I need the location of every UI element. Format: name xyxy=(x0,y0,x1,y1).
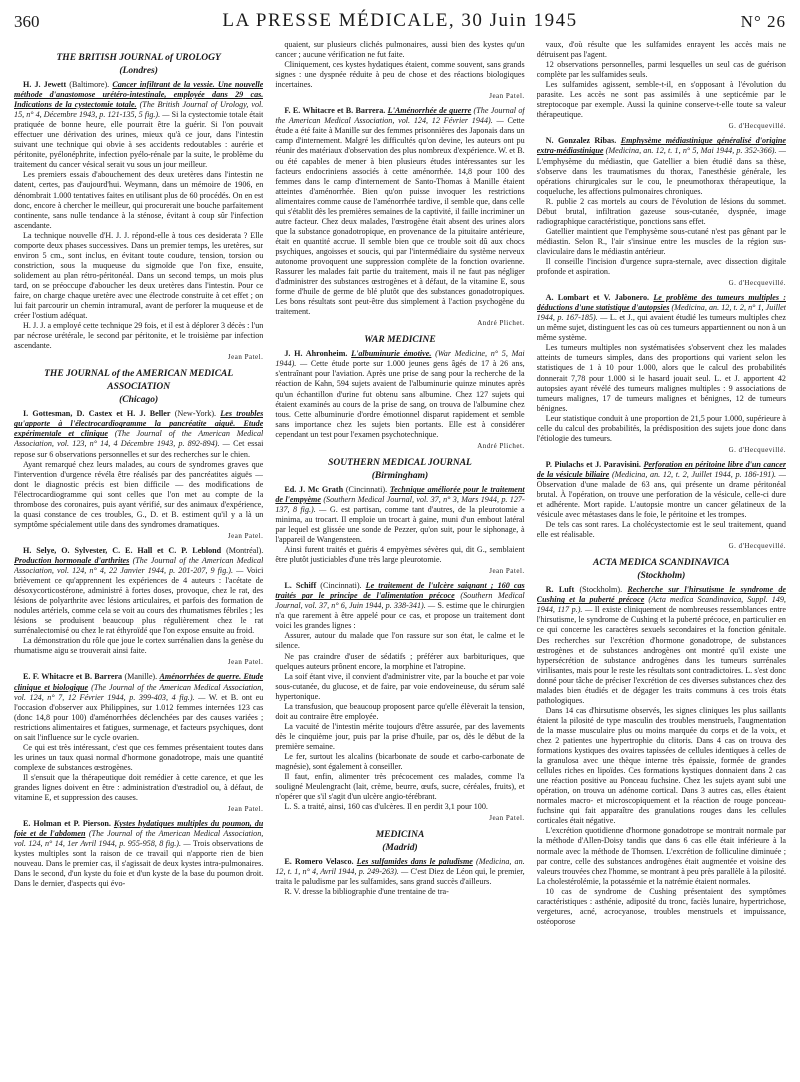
article-paragraph: Ayant remarqué chez leurs malades, au cours de syndromes graves que l'intervention d'urgence révéla être réalisés par des pancréatites aiguës — dont le diagnostic précis est bien difficile — des modifications de l'électrocardiogramme qui sont celles que l'on met au compte de la thrombose des coronaires, puis ayant vérifié, sur des animaux d'expérience, la quasi constance de ces troubles, G., D. et B. estiment qu'il y a là un symptôme spécialement utile dans des syndromes dramatiques. xyxy=(14,459,264,529)
page-number: 360 xyxy=(14,12,40,31)
article-abstract xyxy=(275,106,524,328)
reviewer-signature: G. d'Hecquevillé. xyxy=(728,122,786,131)
reviewer-signature: Jean Patel. xyxy=(489,814,525,823)
article-title: L'Aménorrhée de guerre xyxy=(387,106,472,116)
article-lead xyxy=(275,349,524,439)
article-paragraph: Il conseille l'incision d'urgence supra-sternale, avec dissection digitale profonde et aspiration. xyxy=(536,256,786,277)
journal-city: (Madrid) xyxy=(382,843,418,854)
article-authors: P. Piulachs et J. Paravisini. xyxy=(545,459,641,469)
page-header xyxy=(14,10,786,34)
article-reference: (The Journal of the American Medical Association, vol. 124, 12 Février 1944). — xyxy=(275,106,525,126)
article-paragraph: La technique nouvelle d'H. J. J. répond-elle à tous ces desiderata ? Elle comporte deux phases successives. Dans un premier temps, les uretères, sur environ 5 cm., sont inclus, en évitant toute coudure, tension, torsion ou constriction, sous la muqueuse du sigmoïde que l'on fixe, ensuite, solidement au plan rétro-péritonéal. Dans un second temps, un mois plus tard, on se préoccupe d'aboucher les deux uretères dans l'intestin. Pour ce faire, on charge chaque uretère avec une électrode construite à cet effet ; on lui fait parcourir un chemin intramural, avant de perforer la muqueuse et de créer l'ostium adéquat. xyxy=(14,230,264,321)
article-body: Cette étude porte sur 1.000 jeunes gens âgés de 17 à 26 ans, s'entraînant pour l'aviation. Après une prise de sang pour la recherche de la réaction de Kahn, 594 sujets avaient de l'albuminurie quinze minutes après qu'un échantillon d'urine fut obtenu sans albumine. Chez 127 sujets qui étaient examinés au cours de la prise de sang, on trouva de l'albumine chez tous. Cette albuminurie d'ordre émotionnel disparut rapidement et semble sans importance chez les sujets bien portants. Elle est à considérer cependant un test pour l'examen psychotechnique. xyxy=(275,359,525,439)
article-body: Cet essai repose sur 6 observations personnelles et sur des recherches sur le chien. xyxy=(14,439,264,459)
article-title: Kystes hydatiques multiples du poumon, du foie et de l'abdomen xyxy=(14,819,264,839)
article-authors: Ed. J. Mc Grath xyxy=(284,484,344,494)
article-lead xyxy=(537,585,786,706)
article-reference: (Southern Medical Journal, vol. 37, n° 3, Mars 1944, p. 127-137, 8 fig.). — xyxy=(275,494,525,514)
article-title: Les sulfamides dans le paludisme xyxy=(356,857,473,867)
article-abstract xyxy=(537,460,786,551)
article-abstract xyxy=(14,672,263,814)
journal-heading xyxy=(14,52,263,78)
journal-city: (Birmingham) xyxy=(371,470,429,481)
journal-heading xyxy=(537,557,786,583)
reviewer-signature: André Plichet. xyxy=(477,319,525,328)
journal-name: SOUTHERN MEDICAL JOURNAL xyxy=(328,457,472,468)
article-reference: (The Journal of the American Medical Association, vol. 124, n° 7, 12 Février 1944, p. 399-403, 4 fig.). — xyxy=(14,682,264,702)
article-reference: (The Journal of the American Medical Association, vol. 123, n° 14, 4 Décembre 1943, p. 892-894). — xyxy=(14,429,264,449)
journal-heading xyxy=(275,457,524,483)
article-lead xyxy=(275,485,524,545)
article-paragraph: Les tumeurs multiples non systématisées s'observent chez les malades atteints de tumeurs simples, dans des proportions qui varient selon les statistiques de 1 à 10 pour 1.000, alors que le calcul des probabilités donnerait 7,78 pour 1.000 si le hasard jouait seul. L. et J. apportent 42 autopsies ayant révélé des tumeurs malignes multiples : 9 associations de tumeurs malignes, 17 de tumeurs malignes et bénignes, 12 de tumeurs bénignes. xyxy=(536,343,786,413)
article-lead xyxy=(14,409,263,459)
reviewer-signature: Jean Patel. xyxy=(489,567,525,576)
article-reference: (The Journal of the American Medical Association, vol. 124, n° 14, 1er Avril 1944, p. 955-958, 8 fig.). — xyxy=(14,829,264,849)
column-3 xyxy=(537,40,786,1076)
article-abstract xyxy=(14,80,263,362)
article-body: C'est Diez de Léon qui, le premier, traita le paludisme par les sulfamides, sans grand succès d'ailleurs. xyxy=(275,867,525,887)
article-lead xyxy=(537,136,786,196)
article-reference: (Medicina, an. 12, t. 2, Juillet 1944, p. 186-191). — xyxy=(609,469,786,479)
article-paragraph: Les sulfamides agissent, semble-t-il, en s'opposant à l'évolution du parasite. Les accès ne sont pas assimilés à une septicémie par le streptocoque par exemple. Aussi la quinine conserve-t-elle toute sa valeur thérapeutique. xyxy=(536,80,786,120)
article-lead xyxy=(537,293,786,343)
column-1 xyxy=(14,40,263,1076)
article-paragraph: Cliniquement, ces kystes hydatiques étaient, comme souvent, sans grands signes : une dyspnée réduite à peu de chose et des réactions biologiques incertaines. xyxy=(275,60,525,90)
article-lead xyxy=(14,546,263,636)
article-paragraph: Il faut, enfin, alimenter très précocement ces malades, comme l'a souligné Meulengracht (lait, crème, beurre, œufs, sucre, céréales, fruits), et n'opérer que s'il s'agit d'un ulcère angio-térébrant. xyxy=(275,772,525,802)
article-title: Emphysème médiastinique généralisé d'origine extra-médiastinique xyxy=(536,136,786,156)
journal-heading xyxy=(275,829,524,855)
journal-name: THE JOURNAL of the AMERICAN MEDICAL ASSOCIATION xyxy=(44,369,234,393)
journal-name: WAR MEDICINE xyxy=(364,335,436,346)
article-paragraph: H. J. J. a employé cette technique 29 fois, et il est à déplorer 3 décès : l'un par nécrose urétérale, le second par péritonite, et le troisième par infection ascendante. xyxy=(14,321,264,351)
reviewer-signature: G. d'Hecquevillé. xyxy=(728,542,786,551)
article-title: Perforation en péritoine libre d'un cancer de la vésicule biliaire xyxy=(536,459,786,479)
article-authors: N. Gonzalez Ribas. xyxy=(545,136,617,146)
article-paragraph: R. V. dresse la bibliographie d'une trentaine de tra- xyxy=(284,887,449,897)
article-abstract xyxy=(537,293,786,455)
article-paragraph: quaient, sur plusieurs clichés pulmonaires, aussi bien des kystes qu'un cancer ; aucune vérification ne fut faite. xyxy=(275,40,525,60)
reviewer-signature: André Plichet. xyxy=(477,441,525,450)
article-reference: (Medicina, an. 12, t. 1, n° 5, Mai 1944, p. 352-366). — xyxy=(603,146,786,156)
article-body: L. et J., qui avaient étudié les tumeurs multiples chez un même sujet, distinguent les cas où ces tumeurs appartiennent ou non à un même système. xyxy=(536,313,786,343)
article-abstract xyxy=(537,136,786,288)
article-lead xyxy=(14,672,263,742)
article-authors: H. J. Jewett xyxy=(23,80,67,89)
article-title: Les troubles qu'apporte à l'électrocardiogramme la pancréatite aiguë. Etude expérimentale et clinique xyxy=(14,409,264,439)
article-paragraph: De tels cas sont rares. La cholécystectomie est le seul traitement, quand elle est réalisable. xyxy=(536,520,786,540)
article-body: Trois observations de kystes multiples sont la raison de ce travail qui n'apporte rien de bien nouveau. Dans le premier cas, il s'agissait de deux kystes intra-pulmonaires. Dans le second, d'un kyste du foie et d'un kyste de la base du poumon droit. Dans le dernier, d'aspects qui évo- xyxy=(14,839,264,889)
article-authors: J. H. Ahronheim. xyxy=(284,349,348,359)
article-paragraph: L'excrétion quotidienne d'hormone gonadotrope se montrait normale par la méthode d'Allen-Doisy tandis que dans 6 cas elle était inférieure à la normale avec la méthode de Thomsen. L'excrétion de folliculine diminuée ; par contre, celle des substances androgènes était augmentée et voisine des valeurs trouvées chez l'homme, se montrant à peu près parallèle à la pilosité. La cholestérolémie, la potassémie et la natrémie étaient normales. xyxy=(536,826,786,886)
article-authors: F. E. Whitacre et B. Barrera. xyxy=(284,106,386,116)
article-paragraph: R. publie 2 cas mortels au cours de l'évolution de lésions du sommet. Début brutal, infiltration gazeuse sous-cutanée, dyspnée, image radiographique caractéristique, ponctions sans effet. xyxy=(536,196,786,226)
article-paragraph: Il s'ensuit que la thérapeutique doit remédier à cette carence, et que les grandes lignes doivent en être : administration d'œstradiol ou, à défaut, de vitamine E, et suppression des causes. xyxy=(14,772,264,803)
article-lead xyxy=(275,857,524,887)
article-abstract xyxy=(275,857,524,897)
article-paragraph: Ainsi furent traités et guéris 4 empyèmes sévères qui, dit G., semblaient être plutôt justiciables d'une très large pleurotomie. xyxy=(275,545,525,565)
article-title: Technique améliorée pour le traitement de l'empyème xyxy=(275,484,525,504)
article-authors: H. Selye, O. Sylvester, C. E. Hall et C. P. Leblond xyxy=(23,545,222,555)
article-paragraph: 10 cas de syndrome de Cushing présentaient des symptômes caractéristiques : asthénie, adiposité du tronc, faciès lunaire, hypertrichose, vergetures, acné, acrocyanose, troubles menstruels et impuissance, ostéoporose xyxy=(536,886,786,926)
article-paragraph: Les premiers essais d'abouchement des deux uretères dans l'intestin ne datent, certes, pas d'aujourd'hui. Weymann, dans un mémoire de 1906, en dénombrait 1.000 tentatives faites en utilisant plus de 60 procédés. On en est donc, encore à chercher le meilleur, qui procurerait une bouche parfaitement continente, sans nulle tendance à la sténose, évitant à coup sûr l'infection ascendante. xyxy=(14,170,264,230)
article-affiliation: (Manille). xyxy=(122,672,160,682)
journal-heading xyxy=(275,334,524,347)
article-authors: A. Lombart et V. Jabonero. xyxy=(545,293,650,303)
article-body: W. et B. ont eu l'occasion d'observer aux Philippines, sur 1.012 femmes internées 123 cas (donc 14,8 pour 100) d'aménorrhées déclenchées par des causes variées ; restrictions alimentaires et fatigues, surmenage, et facteurs psychiques, dont on sait l'influence sur le cycle ovarien. xyxy=(14,692,264,742)
reviewer-signature: Jean Patel. xyxy=(227,805,264,814)
article-title: Recherche sur l'hirsutisme le syndrome de Cushing et la puberté précoce xyxy=(536,585,786,605)
article-body: Cette étude a été faite à Manille sur des femmes prisonnières des Japonais dans un camp d'internement. Malgré les difficultés qu'on devine, les auteurs ont pu réunir des matériaux d'observation des plus nombreux d'expérience. W. et B. ou été capables de mener à bien plusieurs études intéressantes sur les facteurs endocriniens associés à cette aménorrhée. 14,8 pour 100 des femmes dans le camp d'internement de Santo-Thomas à Manille étaient atteintes d'aménorrhée. Bien qu'on puisse invoquer les restrictions alimentaires comme cause de l'aménorrhée tardive, il semble que, dans celle qui s'établit dès les premières semaines de la captivité, il faille incriminer un autre facteur. Chez deux malades, l'œstrogène était absent des urines alors que la substance gonadotropique, en provenance de la pituitaire antérieure, était en quantité accrue. Il semble bien que ce trouble soit dû aux chocs psychiques, angoisses et soucis, qui par l'intermédiaire du système nerveux autonome provoquent une suppression complète de la fonction ovarienne. Rassurer les malades fait partie du traitement, mais il ne faut pas négliger d'administrer des substances œstrogènes et à défaut, de la vitamine E, sous forme d'huile de germe de blé plutôt que des substances gonadotropiques. Les bons résultats sont peut-être dus simplement à l'action psychogène du traitement. xyxy=(275,116,525,317)
article-columns xyxy=(14,40,786,1076)
reviewer-signature: Jean Patel. xyxy=(227,531,264,540)
article-paragraph: La soif étant vive, il convient d'administrer vite, par la bouche et par voie sous-cutanée, du glucose, et de faire, par voie endoveineuse, du sérum salé hypertonique. xyxy=(275,671,525,701)
article-continuation xyxy=(537,40,786,131)
article-reference: (Southern Medical Journal, vol. 37, n° 6, Juin 1944, p. 338-341). — xyxy=(275,591,525,611)
reviewer-signature: G. d'Hecquevillé. xyxy=(728,445,786,454)
article-reference: (Medicina, an. 12, t. 2, n° 1, Juillet 1944, p. 167-185). — xyxy=(536,303,786,323)
article-paragraph: L. S. a traité, ainsi, 160 cas d'ulcères. Il en perdit 3,1 pour 100. xyxy=(284,802,488,812)
journal-name: ACTA MEDICA SCANDINAVICA xyxy=(593,558,730,569)
article-paragraph: Ce qui est très intéressant, c'est que ces femmes présentaient toutes dans les urines un taux quasi normal d'hormone gonadotrope, mais une quantité complexe de substances œstrogènes. xyxy=(14,742,264,772)
journal-city: (Stockholm) xyxy=(637,571,686,582)
article-abstract xyxy=(275,485,524,576)
article-reference: (The Journal of the American Medical Association, vol. 124, n° 4, 22 Janvier 1944, p. 201-207, 9 fig.). — xyxy=(14,555,264,576)
article-body: Observation d'une malade de 63 ans, qui présente un drame péritonéal brutal. À l'opération, on trouve une perforation de la vésicule, celle-ci dure et adhérente. Mort rapide. L'autopsie montre un cancer gélatineux de la vésicule avec métastases dans le foie, le péritoine et les trompes. xyxy=(536,479,786,520)
article-authors: I. Gottesman, D. Castex et H. J. Beller xyxy=(23,409,171,419)
running-head-title: LA PRESSE MÉDICALE, 30 Juin 1945 xyxy=(222,10,578,31)
article-lead xyxy=(537,460,786,520)
article-body: Voici brièvement ce qu'apprennent les expériences de 4 auteurs : l'acétate de désoxycorticostérone, administré à fortes doses, provoque, chez le rat, des lésions de polyarthrite avec lésions articulaires, et parfois des formation de nodules artériels, comme cela se voit au cours des rhumatismes fébriles ; les lésions se produisent beaucoup plus régulièrement chez le rat surrénalectomisé ou chez le rat éthyroïdé que l'on expose ensuite au froid. xyxy=(14,566,264,636)
article-continuation xyxy=(275,40,524,101)
issue-number: N° 26 xyxy=(740,12,786,31)
article-authors: R. Luft xyxy=(545,585,575,595)
article-paragraph: La transfusion, que beaucoup proposent parce qu'elle élèverait la tension, doit au contraire être employée. xyxy=(275,701,525,721)
article-abstract xyxy=(14,819,263,889)
article-paragraph: Le fer, surtout les alcalins (bicarbonate de soude et carbo-carbonate de magnésie), sont également à conseiller. xyxy=(275,752,525,772)
reviewer-signature: Jean Patel. xyxy=(489,92,525,101)
article-affiliation: (Baltimore). xyxy=(66,80,113,89)
article-title: Aménorrhées de guerre. Etude clinique et biologique xyxy=(14,672,264,692)
journal-city: (Londres) xyxy=(119,66,158,76)
article-affiliation: (Cincinnati). xyxy=(343,484,390,494)
article-authors: L. Schiff xyxy=(284,581,317,591)
article-paragraph: La démonstration du rôle que joue le cortex surrénalien dans la genèse du rhumatisme aigu se trouverait ainsi faite. xyxy=(14,636,264,656)
article-title: L'albuminurie émotive. xyxy=(351,349,432,359)
journal-heading xyxy=(14,368,263,407)
journal-name: MEDICINA xyxy=(375,830,425,841)
article-lead xyxy=(275,581,524,631)
article-abstract xyxy=(14,546,263,668)
article-abstract xyxy=(275,581,524,823)
article-title: Le traitement de l'ulcère saignant ; 160 cas traités par le principe de l'alimentation précoce xyxy=(275,581,525,601)
article-authors: E. Romero Velasco. xyxy=(284,857,354,867)
article-affiliation: (Montréal). xyxy=(221,545,264,555)
article-authors: E. Holman et P. Pierson. xyxy=(23,819,111,829)
article-paragraph: Leur statistique conduit à une proportion de 21,5 pour 1.000, supérieure à celle du calcul des probabilités, la prédisposition des sujets joue donc dans l'étiologie des tumeurs. xyxy=(536,413,786,443)
article-abstract xyxy=(537,585,786,927)
article-paragraph: La vacuité de l'intestin mérite toujours d'être assurée, par des lavements dès le cinquième jour, puis par la prise d'huile, par os, dès le début de la première semaine. xyxy=(275,721,525,751)
reviewer-signature: Jean Patel. xyxy=(227,658,264,667)
article-paragraph: 12 observations personnelles, parmi lesquelles un seul cas de guérison complète par les sulfamides seuls. xyxy=(536,60,786,80)
article-title: Production hormonale d'arthrites xyxy=(14,555,130,565)
article-abstract xyxy=(275,349,524,450)
article-affiliation: (New-York). xyxy=(170,409,221,419)
article-body: Si la cystectomie totale était pratiquée de bonne heure, elle pourrait être la guérir. Si l'on pouvait effectuer une dérivation des urines, mieux qu'à ce jour, dans l'intestin suivant une technique qui obvie à ses accidents redoutables : aurérie et péritonite, pyélonéphrite, infection pyélo-rénale par la suite, le problème du traitement du cancer vésical serait vu sous un jour meilleur. xyxy=(14,110,264,170)
article-reference: (Medicina, an. 12, t. 1, n° 4, Avril 1944, p. 249-263). — xyxy=(275,857,525,877)
article-lead xyxy=(14,819,263,889)
article-paragraph: Gatellier maintient que l'emphysème sous-cutané n'est pas gênant par le médiastin. Selon R., l'air s'insinue entre les muscles de la région sus-claviculaire dans le médiastin antérieur. xyxy=(536,226,786,256)
article-lead xyxy=(14,80,263,170)
column-2 xyxy=(275,40,524,1076)
reviewer-signature: G. d'Hecquevillé. xyxy=(728,279,786,288)
article-title: Le problème des tumeurs multiples : déductions d'une statistique d'autopsies xyxy=(536,293,786,313)
article-authors: E. F. Whitacre et B. Barrera xyxy=(23,672,123,682)
article-affiliation: (Stockholm). xyxy=(574,585,628,595)
article-body: G. est partisan, comme tant d'autres, de la pleurotomie a minima, au trocart. Il emploie un trocart à gaine, muni d'un embout latéral par lequel est glissée une sonde de Pezzer, qu'on suit, pour le siphonage, à l'appareil de Wangensteen. xyxy=(275,504,525,545)
journal-name: THE BRITISH JOURNAL of UROLOGY xyxy=(56,53,221,63)
article-paragraph: vaux, d'où résulte que les sulfamides enrayent les accès mais ne détruisent pas l'agent. xyxy=(536,40,786,60)
article-title: Cancer infiltrant de la vessie. Une nouvelle méthode d'anastomose urétéro-intestinale, employée dans 29 cas. Indications de la cystectomie totale. xyxy=(14,80,264,110)
journal-city: (Chicago) xyxy=(119,395,159,406)
article-affiliation: (Cincinnati). xyxy=(316,581,366,591)
article-paragraph: Dans 14 cas d'hirsutisme observés, les signes cliniques les plus saillants étaient la pilosité de type masculin des troubles menstruels, l'augmentation de la masse musculaire plus ou moins marquée du corps et de la voix, et chez 2 patientes une hypertrophie du clitoris. Dans 4 cas on trouva des formations kystiques des ovaires tapissées de cellules identiques à celles de la granulosa avec une thèque interne très épaissie, formée de grandes cellules riches en lipoïdes. Ces formations kystiques donnaient dans 2 cas une réaction positive au Ponceau fuchsine. Chez les sujets ayant subi une opération, on trouva un adénome cortical. Dans 3 autres cas, elles étaient normales macro- et microscopiquement et la réaction de rouge ponceau-fuchsine qui fait apparaître des granulations rouges dans les cellules corticales était négative. xyxy=(536,705,786,826)
article-paragraph: Ne pas craindre d'user de sédatifs ; préférer aux barbituriques, que quelques auteurs prônent encore, la morphine et l'atropine. xyxy=(275,651,525,671)
reviewer-signature: Jean Patel. xyxy=(227,353,264,362)
article-abstract xyxy=(14,409,263,541)
article-body: S. estime que le chirurgien n'a que rarement à être appelé pour ce cas, et propose un traitement dont voici les grandes lignes : xyxy=(275,601,525,631)
article-paragraph: Assurer, autour du malade que l'on rassure sur son état, le calme et le silence. xyxy=(275,631,525,651)
article-reference: (The British Journal of Urology, vol. 15, n° 4, Décembre 1943, p. 121-135, 5 fig.). — xyxy=(14,100,264,120)
article-body: Il existe cliniquement de nombreuses ressemblances entre l'hirsutisme, le syndrome de Cushing et la puberté précoce, en particulier en ce qui concerne les caractères sexuels secondaires et la fonction génitale. Des recherches sur l'excrétion d'hormone gonadotrope, de substances œstrogènes et de substances androgènes ont montré qu'il existe une hypersécrétion de substance androgènes dans les tumeurs surrénales virilisantes, mais pour le reste les résultats sont contradictoires. L. s'est donc donné pour tâche de préciser l'excrétion de ces diverses substances chez des malades bien étudiés et de dégager les traits communs à ces trois états pathologiques. xyxy=(536,605,786,705)
article-body: L'emphysème du médiastin, que Gatellier a bien étudié dans sa thèse, s'observe dans les traumatismes du thorax, l'anesthésie générale, les opérations chirurgicales sur le cou, le pneumothorax thérapeutique, la coqueluche, les affections pulmonaires chroniques. xyxy=(536,156,786,196)
article-reference: (Acta medica Scandinavica, Suppl. 149, 1944, 117 p.). — xyxy=(536,595,786,615)
article-reference: (War Medicine, n° 5, Mai 1944). — xyxy=(275,349,525,369)
article-lead xyxy=(275,106,524,317)
